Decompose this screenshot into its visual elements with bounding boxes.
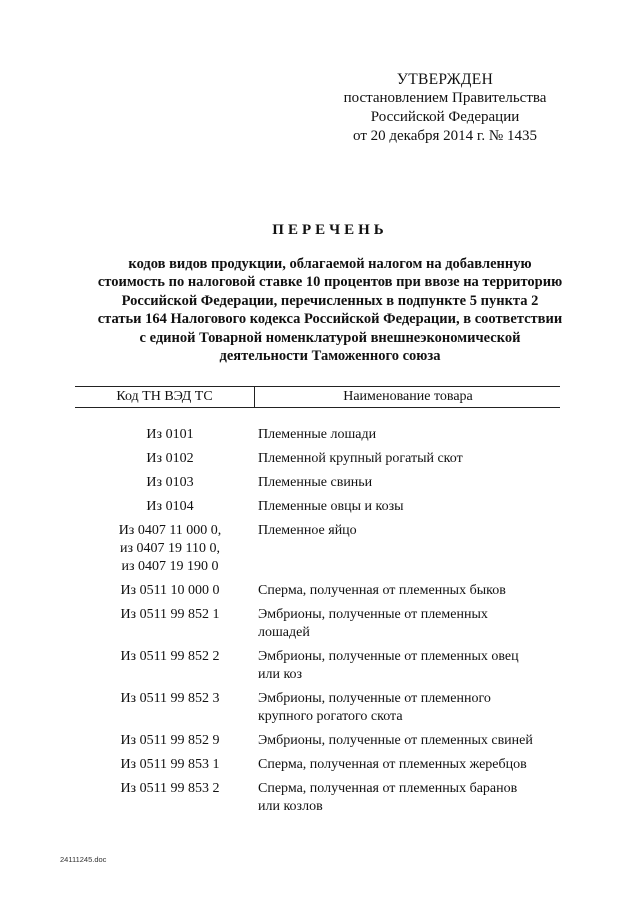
row-name-line: или козлов — [258, 799, 323, 814]
table-body — [75, 426, 560, 822]
row-name — [258, 474, 558, 492]
row-name — [258, 522, 558, 540]
heading-title: ПЕРЕЧЕНЬ — [272, 222, 388, 238]
row-code-line: Из 0511 99 852 9 — [120, 733, 220, 748]
row-code-line: Из 0511 99 852 2 — [120, 649, 220, 664]
row-name-line: Сперма, полученная от племенных быков — [258, 583, 506, 598]
heading-line: стоимость по налоговой ставке 10 процентов при ввозе на территорию — [97, 274, 563, 291]
approval-line-3: от 20 декабря 2014 г. № 1435 — [353, 128, 537, 144]
heading-line: кодов видов продукции, облагаемой налогом на добавленную — [128, 256, 532, 272]
row-code-line: Из 0511 99 852 3 — [120, 691, 220, 706]
row-code-line: Из 0102 — [146, 451, 194, 466]
row-name — [258, 756, 558, 774]
header-code: Код ТН ВЭД ТС — [75, 387, 255, 407]
row-name-line: Сперма, полученная от племенных баранов — [258, 781, 518, 796]
row-name-line: Эмбрионы, полученные от племенных овец — [258, 649, 519, 664]
table-row — [75, 474, 560, 498]
table-row — [75, 648, 560, 690]
table-row — [75, 426, 560, 450]
row-name — [258, 648, 558, 684]
row-name — [258, 780, 558, 816]
heading-line: с единой Товарной номенклатурой внешнеэкономической — [139, 329, 521, 346]
row-code — [95, 426, 245, 444]
row-code — [95, 648, 245, 666]
heading-subtitle — [60, 255, 600, 365]
table-row — [75, 690, 560, 732]
row-code — [95, 756, 245, 774]
row-name — [258, 690, 558, 726]
row-code — [95, 474, 245, 492]
row-name — [258, 426, 558, 444]
heading-line: Российской Федерации, перечисленных в подпункте 5 пункта 2 — [121, 292, 539, 309]
table-row — [75, 498, 560, 522]
row-name-line: крупного рогатого скота — [258, 709, 403, 724]
row-name-line: Племенной крупный рогатый скот — [258, 451, 463, 466]
table-row — [75, 522, 560, 582]
row-code-line: Из 0511 99 852 1 — [120, 607, 220, 622]
table-row — [75, 582, 560, 606]
row-name-line: Племенные овцы и козы — [258, 499, 404, 514]
row-code-line: Из 0407 11 000 0, — [118, 523, 222, 538]
table-header — [75, 386, 560, 408]
row-name-line: или коз — [258, 667, 303, 682]
row-name — [258, 606, 558, 642]
footer-doc-id: 24111245.doc — [60, 855, 107, 864]
row-code-line: Из 0511 99 853 1 — [120, 757, 220, 772]
table-row — [75, 732, 560, 756]
heading-line: статьи 164 Налогового кодекса Российской Федерации, в соответствии — [97, 311, 563, 328]
table-row — [75, 756, 560, 780]
row-code-line: Из 0511 10 000 0 — [120, 583, 220, 598]
approval-stamp — [330, 70, 560, 146]
table-row — [75, 450, 560, 474]
row-name-line: Сперма, полученная от племенных жеребцов — [258, 757, 527, 772]
row-code-line: Из 0101 — [146, 427, 194, 442]
header-name: Наименование товара — [343, 389, 473, 404]
approval-line-2: Российской Федерации — [370, 109, 520, 125]
row-name-line: Племенные свиньи — [258, 475, 373, 490]
table-row — [75, 606, 560, 648]
row-name-line: Племенное яйцо — [258, 523, 357, 538]
row-code-line: Из 0103 — [146, 475, 194, 490]
row-name-line: Эмбрионы, полученные от племенных — [258, 607, 488, 622]
row-name-line: Эмбрионы, полученные от племенных свиней — [258, 733, 533, 748]
table-row — [75, 780, 560, 822]
row-name — [258, 450, 558, 468]
row-name-line: лошадей — [258, 625, 310, 640]
row-code-line: из 0407 19 110 0, — [119, 541, 220, 556]
approval-line-1: постановлением Правительства — [343, 90, 547, 106]
row-name — [258, 732, 558, 750]
row-code — [95, 780, 245, 798]
row-name-line: Эмбрионы, полученные от племенного — [258, 691, 491, 706]
row-name — [258, 582, 558, 600]
row-name — [258, 498, 558, 516]
heading-line: деятельности Таможенного союза — [219, 348, 441, 365]
row-code — [95, 690, 245, 708]
row-code — [95, 450, 245, 468]
row-code-line: Из 0511 99 853 2 — [120, 781, 220, 796]
approval-title: УТВЕРЖДЕН — [396, 71, 494, 88]
row-code — [95, 606, 245, 624]
row-code — [95, 498, 245, 516]
row-code-line: из 0407 19 190 0 — [121, 559, 219, 574]
row-code — [95, 522, 245, 576]
row-code — [95, 582, 245, 600]
row-name-line: Племенные лошади — [258, 427, 377, 442]
row-code — [95, 732, 245, 750]
document-heading — [60, 222, 600, 365]
row-code-line: Из 0104 — [146, 499, 194, 514]
